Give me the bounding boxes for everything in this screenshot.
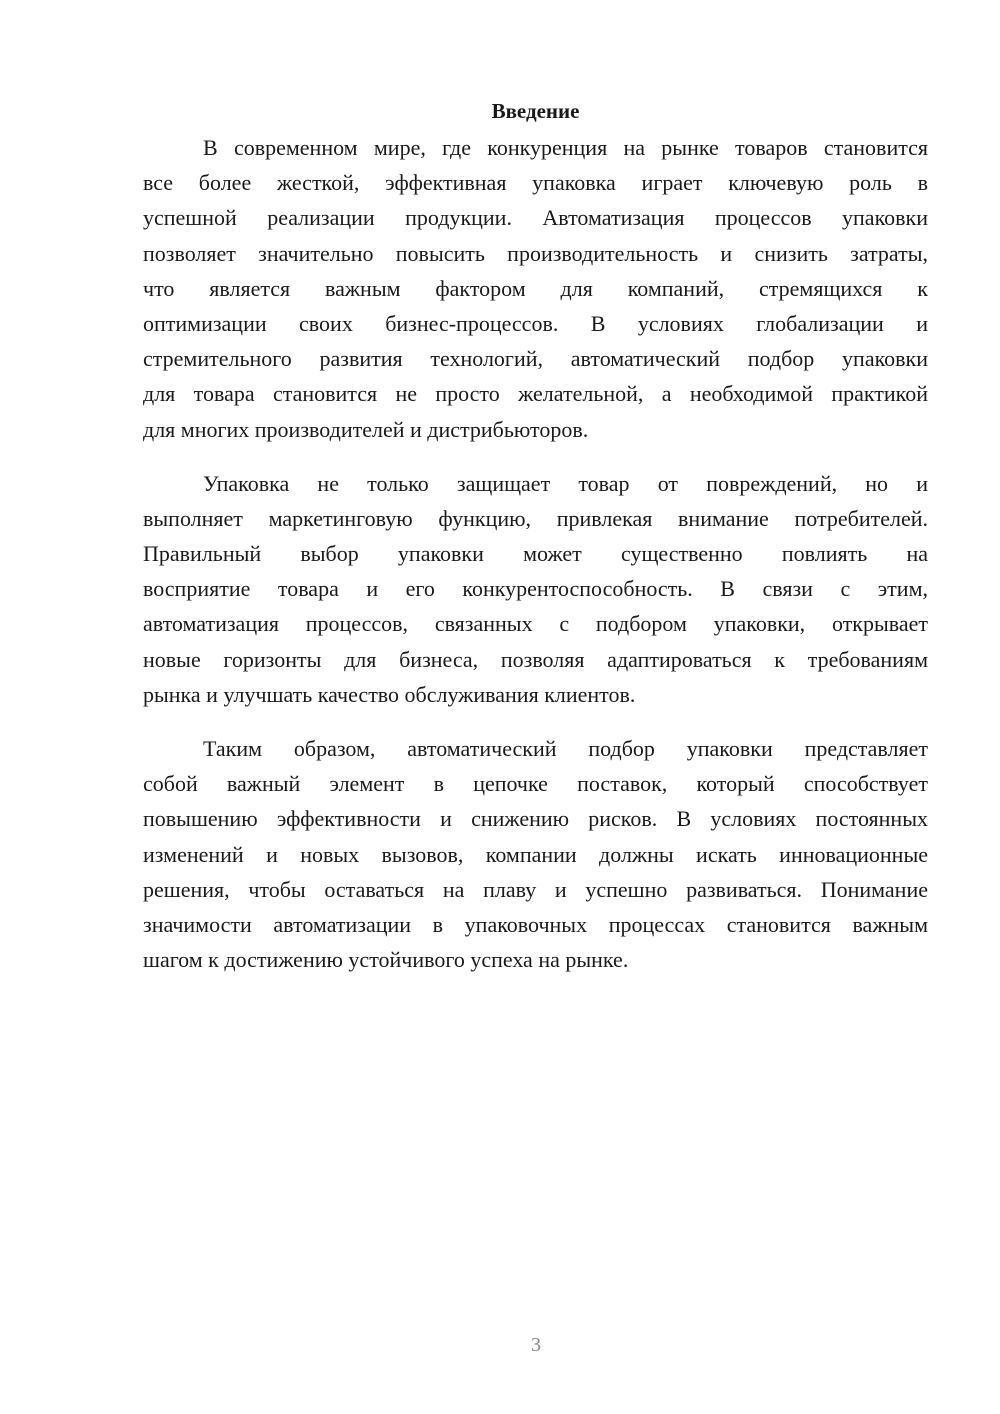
paragraph-line: выполняет маркетинговую функцию, привлекая внимание потребителей.	[143, 505, 928, 531]
paragraph-1	[143, 130, 928, 447]
page-number: 3	[531, 1334, 541, 1356]
paragraph-line: стремительного развития технологий, автоматический подбор упаковки	[143, 346, 928, 372]
section-title: Введение	[491, 99, 580, 123]
paragraph-line: что является важным фактором для компаний, стремящихся к	[143, 275, 928, 301]
paragraph-line: для товара становится не просто желательной, а необходимой практикой	[143, 381, 928, 407]
paragraph-line: Таким образом, автоматический подбор упаковки представляет	[203, 736, 928, 761]
paragraph-line: для многих производителей и дистрибьюторов.	[143, 416, 589, 442]
paragraph-line: позволяет значительно повысить производительность и снизить затраты,	[143, 240, 928, 266]
paragraph-2	[143, 466, 928, 712]
paragraph-line: новые горизонты для бизнеса, позволяя адаптироваться к требованиям	[143, 646, 928, 672]
paragraph-line: автоматизация процессов, связанных с подбором упаковки, открывает	[143, 611, 928, 637]
paragraph-line: изменений и новых вызовов, компании должны искать инновационные	[143, 841, 928, 867]
paragraph-line: рынка и улучшать качество обслуживания клиентов.	[143, 681, 636, 707]
paragraph-3	[143, 731, 928, 977]
paragraph-line: оптимизации своих бизнес-процессов. В условиях глобализации и	[143, 310, 928, 336]
paragraph-line: успешной реализации продукции. Автоматизация процессов упаковки	[143, 205, 928, 231]
paragraph-line: шагом к достижению устойчивого успеха на рынке.	[143, 947, 629, 973]
paragraph-line: восприятие товара и его конкурентоспособность. В связи с этим,	[143, 576, 928, 602]
paragraph-line: Упаковка не только защищает товар от повреждений, но и	[203, 470, 928, 496]
paragraph-line: значимости автоматизации в упаковочных процессах становится важным	[143, 911, 928, 937]
paragraph-line: собой важный элемент в цепочке поставок, который способствует	[143, 771, 928, 797]
page-content	[143, 96, 928, 996]
paragraph-line: Правильный выбор упаковки может существенно повлиять на	[143, 541, 928, 567]
paragraph-line: решения, чтобы оставаться на плаву и успешно развиваться. Понимание	[143, 876, 928, 902]
paragraph-line: повышению эффективности и снижению рисков. В условиях постоянных	[143, 806, 928, 832]
paragraph-line: В современном мире, где конкуренция на рынке товаров становится	[203, 135, 928, 160]
paragraph-line: все более жесткой, эффективная упаковка играет ключевую роль в	[143, 170, 928, 196]
